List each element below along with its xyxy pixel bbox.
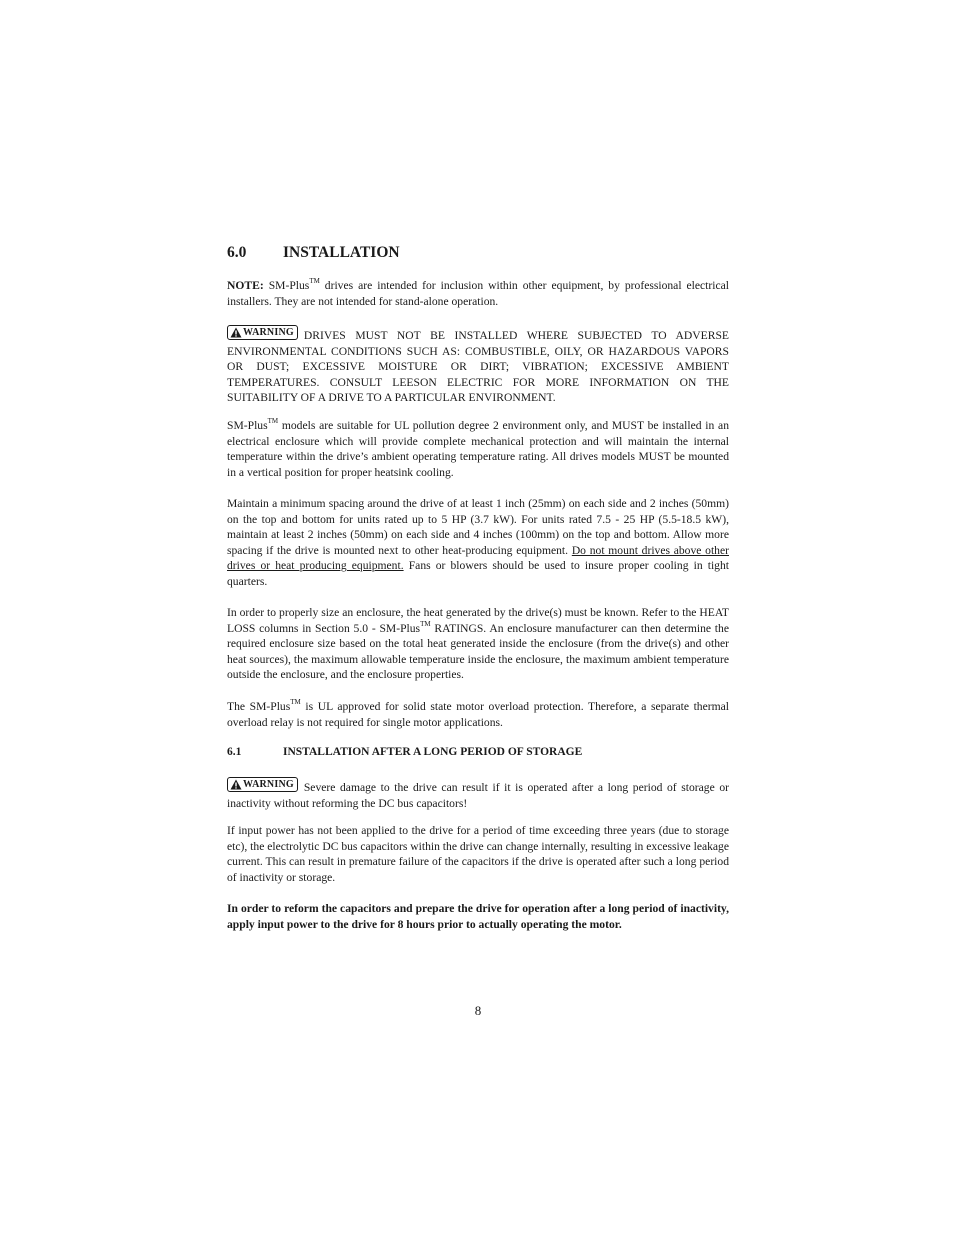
warning-paragraph-environment [227,325,729,406]
warning-badge-label: WARNING [243,779,294,790]
paragraph-text-b: is UL approved for solid state motor overload protection. Therefore, a separate thermal overload relay is not required for single motor applications. [227,700,729,729]
paragraph-text: Maintain a minimum spacing around the drive of at least 1 inch (25mm) on each side and 2 inches (50mm) on the top and bottom for units rated up to 5 HP (3.7 kW). For units rated 7.5 - 25 HP (5.5-18.5 kW), maintain at least 2 inches (50mm) on each side and 4 inches (100mm) on the top and bottom. Allow more spacing if the drive is mounted next to other heat-producing equipment. [227,497,729,557]
note-text: drives are intended for inclusion within other equipment, by professional electrical installers. They are not intended for stand-alone operation. [227,279,729,308]
warning-paragraph-storage [227,777,729,811]
paragraph-text-b: RATINGS. An enclosure manufacturer can then determine the required enclosure size based on the total heat generated inside the enclosure (from the drive(s) and other heat sources), the maximum allowable temperature inside the enclosure, the maximum ambient temperature outside the enclosure, and the enclosure properties. [227,621,729,682]
subsection-number: 6.1 [227,746,242,758]
trademark-mark: TM [309,277,320,286]
warning-triangle-icon [230,779,242,790]
paragraph-text-a: The SM-Plus [227,700,291,713]
warning-text: Severe damage to the drive can result if it is operated after a long period of storage or inactivity without reforming the DC bus capacitors! [227,781,729,810]
warning-text: DRIVES MUST NOT BE INSTALLED WHERE SUBJECTED TO ADVERSE ENVIRONMENTAL CONDITIONS SUCH AS: COMBUSTIBLE, OILY, OR HAZARDOUS VAPORS OR DUST; EXCESSIVE MOISTURE OR DIRT; VIBRATION; EXCESSIVE AMBIENT TEMPERATURES. CONSULT LEESON ELECTRIC FOR MORE INFORMATION ON THE SUITABILITY OF A DRIVE TO A PARTICULAR ENVIRONMENT. [227,329,729,405]
page-number: 8 [474,1003,482,1018]
note-product: SM-Plus [268,279,310,292]
spacing-paragraph [227,496,729,590]
paragraph-tail-text: Fans or blowers should be used to insure proper cooling in tight quarters. [227,559,729,588]
warning-badge [227,777,298,792]
subsection-heading [227,746,582,758]
paragraph-text: In order to reform the capacitors and prepare the drive for operation after a long period of inactivity, apply input power to the drive for 8 hours prior to actually operating the motor. [227,902,729,931]
trademark-mark: TM [420,619,431,628]
section-heading [227,244,400,262]
note-paragraph [227,278,729,309]
paragraph-text-a: In order to properly size an enclosure, the heat generated by the drive(s) must be known. Refer to the HEAT LOSS columns in Section 5.0 - SM-Plus [227,606,729,635]
warning-triangle-icon [230,327,242,338]
enclosure-sizing-paragraph [227,605,729,683]
section-number: 6.0 [227,244,247,261]
trademark-mark: TM [267,417,279,426]
subsection-title: INSTALLATION AFTER A LONG PERIOD OF STORAGE [283,746,583,758]
section-title: INSTALLATION [283,244,400,261]
overload-protection-paragraph [227,699,729,730]
mounting-caution-text: Do not mount drives above other drives or heat producing equipment. [227,543,729,573]
pollution-degree-paragraph [227,418,729,480]
paragraph-text: models are suitable for UL pollution degree 2 environment only, and MUST be installed in an electrical enclosure which will provide complete mechanical protection and will maintain the internal temperature within the drive’s ambient operating temperature rating. All drives models MUST be mounted in a vertical position for proper heatsink cooling. [227,419,730,479]
trademark-mark: TM [290,698,301,707]
warning-badge [227,325,298,340]
note-label: NOTE: [227,279,264,292]
capacitor-reform-instruction [227,901,729,932]
warning-badge-label: WARNING [243,327,294,338]
paragraph-product: SM-Plus [227,419,268,432]
paragraph-text: If input power has not been applied to the drive for a period of time exceeding three years (due to storage etc), the electrolytic DC bus capacitors within the drive can change internally, resulting in excessive leakage current. This can result in premature failure of the capacitors if the drive is operated after such a long period of inactivity or storage. [227,824,729,884]
capacitor-aging-paragraph [227,823,729,885]
